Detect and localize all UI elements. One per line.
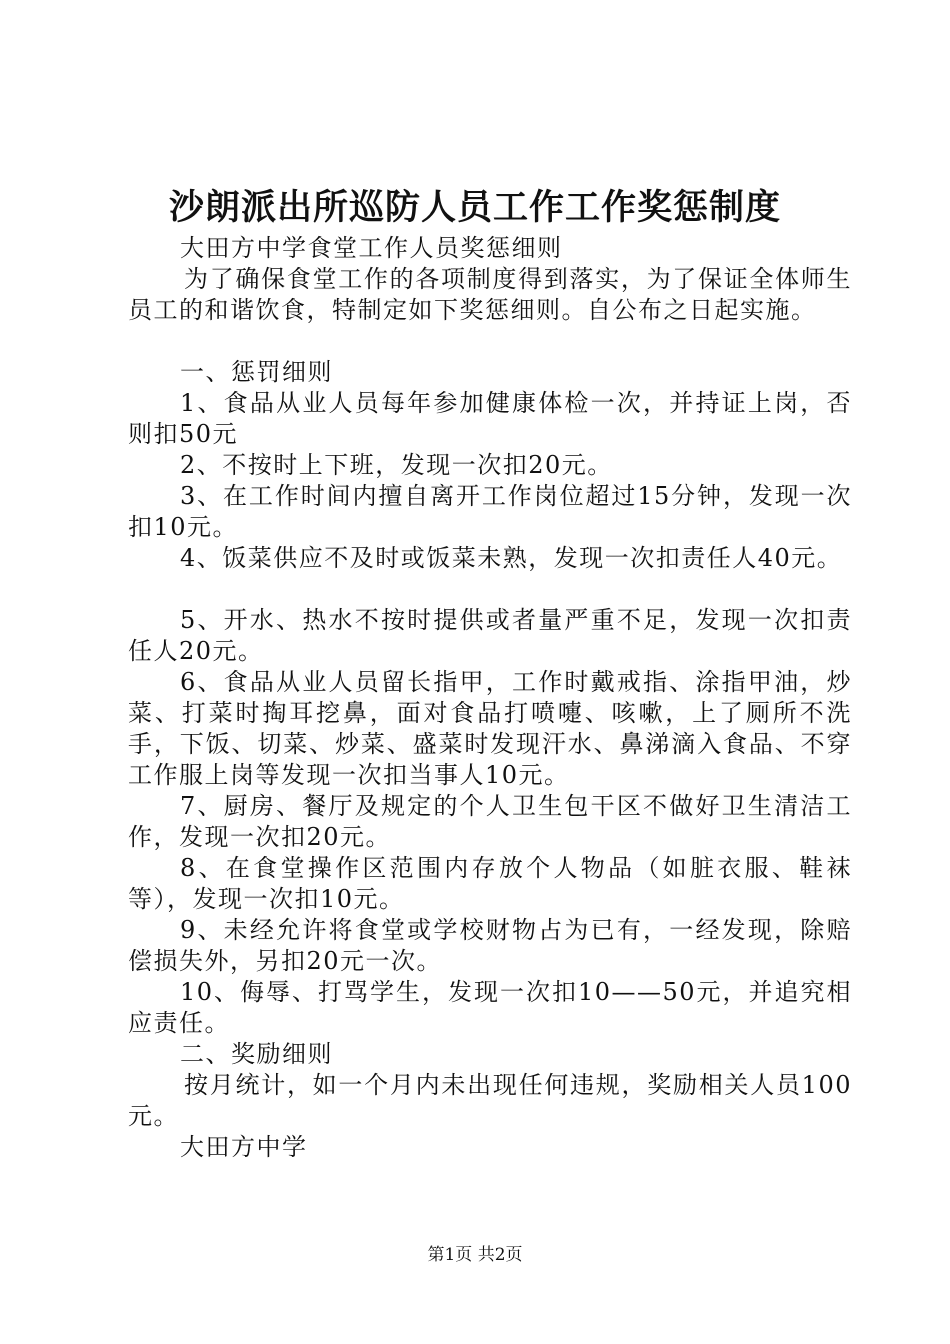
document-body: [128, 233, 852, 1163]
document-title: 沙朗派出所巡防人员工作工作奖惩制度: [168, 187, 781, 228]
blank-line: [128, 574, 852, 605]
penalty-item-1: 1、食品从业人员每年参加健康体检一次，并持证上岗，否则扣50元: [128, 389, 852, 448]
penalty-item-3: 3、在工作时间内擅自离开工作岗位超过15分钟，发现一次扣10元。: [128, 482, 852, 541]
section-heading-rewards: 二、奖励细则: [180, 1040, 333, 1068]
page-number: 第1页 共2页: [427, 1245, 523, 1265]
signature-school: 大田方中学: [180, 1133, 308, 1161]
penalty-item-8: 8、在食堂操作区范围内存放个人物品（如脏衣服、鞋袜等），发现一次扣10元。: [128, 854, 852, 913]
penalty-item-4: 4、饭菜供应不及时或饭菜未熟，发现一次扣责任人40元。: [180, 544, 843, 572]
section-heading-penalties: 一、惩罚细则: [180, 358, 333, 386]
subtitle-paragraph: 大田方中学食堂工作人员奖惩细则: [180, 234, 563, 262]
reward-item: 按月统计，如一个月内未出现任何违规，奖励相关人员100元。: [128, 1071, 852, 1130]
penalty-item-6: 6、食品从业人员留长指甲，工作时戴戒指、涂指甲油，炒菜、打菜时掏耳挖鼻，面对食品打喷嚏、咳嗽，上了厕所不洗手，下饭、切菜、炒菜、盛菜时发现汗水、鼻涕滴入食品、不穿工作服上岗等发现一次扣当事人10元。: [128, 668, 852, 789]
penalty-item-10: 10、侮辱、打骂学生，发现一次扣10——50元，并追究相应责任。: [128, 978, 852, 1037]
penalty-item-5: 5、开水、热水不按时提供或者量严重不足，发现一次扣责任人20元。: [128, 606, 852, 665]
penalty-item-2: 2、不按时上下班，发现一次扣20元。: [180, 451, 613, 479]
penalty-item-9: 9、未经允许将食堂或学校财物占为已有，一经发现，除赔偿损失外，另扣20元一次。: [128, 916, 852, 975]
blank-line: [128, 326, 852, 357]
penalty-item-7: 7、厨房、餐厅及规定的个人卫生包干区不做好卫生清洁工作，发现一次扣20元。: [128, 792, 852, 851]
intro-paragraph: 为了确保食堂工作的各项制度得到落实，为了保证全体师生员工的和谐饮食，特制定如下奖惩细则。自公布之日起实施。: [128, 265, 852, 324]
